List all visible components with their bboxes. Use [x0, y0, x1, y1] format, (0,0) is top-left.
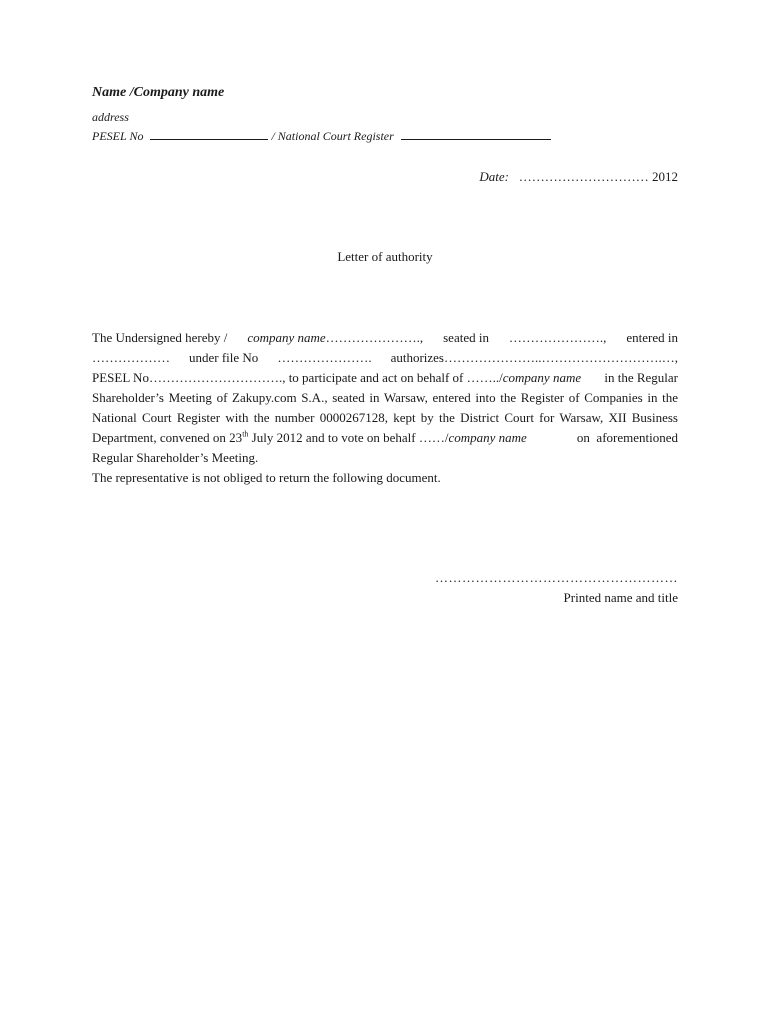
date-line	[479, 169, 678, 185]
body-l1-company: company name	[247, 330, 326, 345]
body-l1-a: The Undersigned hereby /	[92, 330, 228, 345]
body-line-1	[92, 328, 678, 348]
body-l3-a: PESEL No…………………………., to participate and act on behalf of ……../	[92, 370, 503, 385]
body-line-8: The representative is not obliged to return the following document.	[92, 470, 441, 485]
court-register-blank-line	[401, 128, 551, 140]
body-l2-file: under file No	[189, 350, 259, 365]
body-l2-blank: ………………	[92, 350, 170, 365]
sender-identifiers	[92, 128, 551, 144]
body-l1-entered: entered in	[626, 330, 678, 345]
body-l3-company: company name	[502, 370, 582, 385]
body-l6-sup: th	[242, 429, 249, 439]
sender-name: Name /Company name	[92, 85, 225, 100]
body-l2-authorizes: authorizes…………………..……………………….…,	[390, 350, 678, 365]
body-l1-seated: seated in	[443, 330, 489, 345]
body-line-4: Shareholder’s Meeting of Zakupy.com S.A., seated in Warsaw, entered into the Register of Companies in the	[92, 390, 678, 405]
body-l3-c: in the Regular	[604, 370, 678, 385]
court-register-label: National Court Register	[277, 129, 394, 143]
body-l1-blank2: ………………….,	[508, 330, 607, 345]
body-l2-blank2: ………………….	[277, 350, 372, 365]
document-title: Letter of authority	[337, 249, 433, 264]
body-line-6	[92, 428, 678, 448]
date-blank: …………………………	[518, 169, 649, 184]
body-l6-company: company name	[448, 430, 527, 445]
body-line-2	[92, 348, 678, 368]
body-line-5: National Court Register with the number 0000267128, kept by the District Court for Warsaw, XII Business	[92, 410, 678, 425]
body-l1-blank: ………………….,	[325, 330, 424, 345]
sender-address: address	[92, 110, 129, 124]
pesel-blank-line	[150, 128, 268, 140]
signature-line: ………………………………………………	[435, 570, 678, 585]
id-separator: /	[268, 129, 278, 143]
body-l6-d: on aforementioned	[573, 430, 678, 445]
body-line-3	[92, 368, 678, 388]
body-l6-a: Department, convened on 23	[92, 430, 243, 445]
pesel-label: PESEL No	[92, 129, 144, 143]
authority-body	[92, 328, 678, 488]
body-line-7: Regular Shareholder’s Meeting.	[92, 450, 259, 465]
date-year: 2012	[652, 169, 678, 184]
date-label: Date:	[479, 169, 509, 184]
body-l6-b: July 2012 and to vote on behalf ……/	[248, 430, 449, 445]
signature-label: Printed name and title	[563, 590, 678, 605]
